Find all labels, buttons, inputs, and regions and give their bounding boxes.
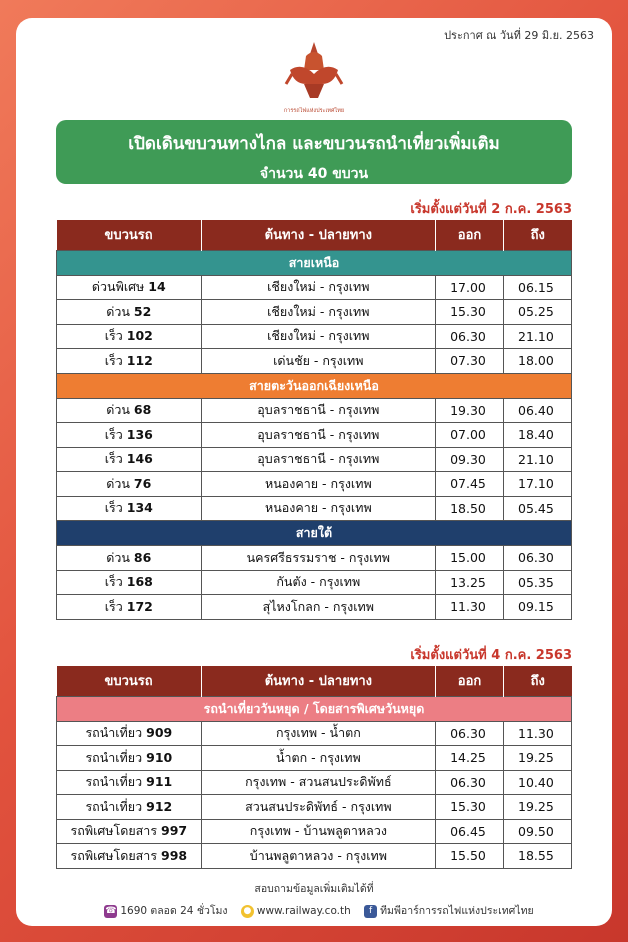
arrive-time: 18.00 (504, 349, 572, 374)
train-cell (57, 844, 202, 869)
table-header-row (57, 666, 572, 696)
footer-phone: 1690 ตลอด 24 ชั่วโมง (120, 905, 228, 917)
section-row (57, 250, 572, 275)
col-header-depart: ออก (436, 666, 504, 696)
depart-time: 07.30 (436, 349, 504, 374)
timetable-holiday (56, 666, 572, 869)
section-title: รถนำเที่ยววันหยุด / โดยสารพิเศษวันหยุด (57, 696, 572, 721)
table-row (57, 349, 572, 374)
route-cell: บ้านพลูตาหลวง - กรุงเทพ (201, 844, 435, 869)
table-row (57, 546, 572, 571)
route-cell: หนองคาย - กรุงเทพ (201, 496, 435, 521)
train-type: รถพิเศษโดยสาร (70, 847, 158, 863)
footer-facebook[interactable]: ทีมพีอาร์การรถไฟแห่งประเทศไทย (380, 905, 534, 917)
train-number: 68 (133, 402, 152, 418)
train-number: 909 (146, 725, 173, 741)
train-number: 912 (146, 798, 173, 814)
route-cell: อุบลราชธานี - กรุงเทพ (201, 447, 435, 472)
train-type: ด่วนพิเศษ (91, 279, 145, 295)
logo-caption: การรถไฟแห่งประเทศไทย (283, 108, 345, 114)
table-row (57, 819, 572, 844)
train-cell (57, 570, 202, 595)
footer-website[interactable]: www.railway.co.th (256, 905, 351, 917)
train-cell (57, 795, 202, 820)
route-cell: หนองคาย - กรุงเทพ (201, 472, 435, 497)
footer-contacts (16, 902, 612, 919)
title-banner (56, 120, 572, 184)
train-cell (57, 324, 202, 349)
footer-more-info: สอบถามข้อมูลเพิ่มเติมได้ที่ (254, 883, 374, 895)
train-cell (57, 595, 202, 620)
train-cell (57, 398, 202, 423)
depart-time: 06.30 (436, 721, 504, 746)
route-cell: เชียงใหม่ - กรุงเทพ (201, 324, 435, 349)
start-date-1: เริ่มตั้งแต่วันที่ 2 ก.ค. 2563 (410, 202, 572, 217)
train-type: เร็ว (104, 574, 123, 590)
phone-icon: ☎ (105, 905, 117, 916)
table-row (57, 496, 572, 521)
train-number: 102 (126, 328, 153, 344)
table-row (57, 721, 572, 746)
train-number: 997 (161, 823, 188, 839)
train-type: ด่วน (106, 303, 130, 319)
arrive-time: 19.25 (504, 746, 572, 771)
train-type: รถพิเศษโดยสาร (70, 823, 158, 839)
depart-time: 07.45 (436, 472, 504, 497)
train-cell (57, 546, 202, 571)
announcement-date: ประกาศ ณ วันที่ 29 มิ.ย. 2563 (444, 29, 594, 42)
route-cell: สวนสนประดิพัทธ์ - กรุงเทพ (201, 795, 435, 820)
section-title: สายตะวันออกเฉียงเหนือ (57, 373, 572, 398)
arrive-time: 18.55 (504, 844, 572, 869)
route-cell: สุไหงโกลก - กรุงเทพ (201, 595, 435, 620)
table-row (57, 324, 572, 349)
depart-time: 15.50 (436, 844, 504, 869)
table-row (57, 746, 572, 771)
route-cell: เชียงใหม่ - กรุงเทพ (201, 300, 435, 325)
train-number: 911 (146, 774, 173, 790)
start-date-2: เริ่มตั้งแต่วันที่ 4 ก.ค. 2563 (410, 648, 572, 663)
arrive-time: 18.40 (504, 423, 572, 448)
facebook-icon: f (364, 905, 377, 918)
table-row (57, 844, 572, 869)
depart-time: 19.30 (436, 398, 504, 423)
arrive-time: 06.40 (504, 398, 572, 423)
depart-time: 11.30 (436, 595, 504, 620)
col-header-train: ขบวนรถ (57, 220, 202, 250)
depart-time: 15.00 (436, 546, 504, 571)
train-number: 910 (146, 749, 173, 765)
route-cell: กันตัง - กรุงเทพ (201, 570, 435, 595)
train-number: 134 (126, 500, 153, 516)
route-cell: นครศรีธรรมราช - กรุงเทพ (201, 546, 435, 571)
train-type: รถนำเที่ยว (85, 774, 143, 790)
arrive-time: 09.50 (504, 819, 572, 844)
table-row (57, 398, 572, 423)
train-number: 168 (126, 574, 153, 590)
train-type: เร็ว (104, 500, 123, 516)
train-type: เร็ว (104, 598, 123, 614)
arrive-time: 19.25 (504, 795, 572, 820)
train-number: 14 (148, 279, 166, 295)
col-header-depart: ออก (436, 220, 504, 250)
col-header-route: ต้นทาง - ปลายทาง (201, 220, 435, 250)
depart-time: 13.25 (436, 570, 504, 595)
route-cell: อุบลราชธานี - กรุงเทพ (201, 423, 435, 448)
train-number: 136 (126, 426, 153, 442)
table-header-row (57, 220, 572, 250)
train-number: 52 (133, 303, 152, 319)
train-number: 76 (133, 475, 152, 491)
train-cell (57, 770, 202, 795)
arrive-time: 05.25 (504, 300, 572, 325)
arrive-time: 21.10 (504, 447, 572, 472)
depart-time: 15.30 (436, 300, 504, 325)
table-row (57, 447, 572, 472)
table-row (57, 595, 572, 620)
table-row (57, 795, 572, 820)
arrive-time: 21.10 (504, 324, 572, 349)
section-row (57, 696, 572, 721)
col-header-route: ต้นทาง - ปลายทาง (201, 666, 435, 696)
train-number: 998 (161, 847, 188, 863)
depart-time: 15.30 (436, 795, 504, 820)
arrive-time: 05.35 (504, 570, 572, 595)
train-type: รถนำเที่ยว (85, 749, 143, 765)
table-row (57, 570, 572, 595)
train-type: เร็ว (104, 426, 123, 442)
route-cell: กรุงเทพ - บ้านพลูตาหลวง (201, 819, 435, 844)
route-cell: กรุงเทพ - สวนสนประดิพัทธ์ (201, 770, 435, 795)
srt-emblem-logo (282, 40, 346, 116)
route-cell: กรุงเทพ - น้ำตก (201, 721, 435, 746)
col-header-arrive: ถึง (504, 666, 572, 696)
train-type: ด่วน (106, 402, 130, 418)
arrive-time: 11.30 (504, 721, 572, 746)
banner-subtitle: จำนวน 40 ขบวน (259, 166, 369, 182)
arrive-time: 05.45 (504, 496, 572, 521)
arrive-time: 17.10 (504, 472, 572, 497)
train-cell (57, 746, 202, 771)
arrive-time: 10.40 (504, 770, 572, 795)
depart-time: 09.30 (436, 447, 504, 472)
table-row (57, 472, 572, 497)
depart-time: 06.30 (436, 324, 504, 349)
train-cell (57, 819, 202, 844)
section-row (57, 521, 572, 546)
table-row (57, 300, 572, 325)
table-row (57, 275, 572, 300)
train-type: เร็ว (104, 352, 123, 368)
train-number: 146 (126, 451, 153, 467)
depart-time: 18.50 (436, 496, 504, 521)
train-cell (57, 275, 202, 300)
depart-time: 17.00 (436, 275, 504, 300)
table-row (57, 770, 572, 795)
poster-card (16, 18, 612, 926)
train-number: 86 (133, 549, 152, 565)
route-cell: เชียงใหม่ - กรุงเทพ (201, 275, 435, 300)
arrive-time: 06.15 (504, 275, 572, 300)
train-cell (57, 300, 202, 325)
train-cell (57, 423, 202, 448)
arrive-time: 06.30 (504, 546, 572, 571)
train-type: รถนำเที่ยว (85, 725, 143, 741)
arrive-time: 09.15 (504, 595, 572, 620)
train-cell (57, 721, 202, 746)
route-cell: น้ำตก - กรุงเทพ (201, 746, 435, 771)
table-row (57, 423, 572, 448)
col-header-arrive: ถึง (504, 220, 572, 250)
col-header-train: ขบวนรถ (57, 666, 202, 696)
route-cell: เด่นชัย - กรุงเทพ (201, 349, 435, 374)
web-icon: ● (241, 905, 254, 918)
train-type: รถนำเที่ยว (85, 798, 143, 814)
train-type: ด่วน (106, 475, 130, 491)
train-cell (57, 496, 202, 521)
section-title: สายใต้ (57, 521, 572, 546)
timetable-long-distance (56, 220, 572, 620)
train-type: เร็ว (104, 328, 123, 344)
train-cell (57, 447, 202, 472)
train-type: เร็ว (104, 451, 123, 467)
depart-time: 06.30 (436, 770, 504, 795)
section-row (57, 373, 572, 398)
train-cell (57, 349, 202, 374)
depart-time: 07.00 (436, 423, 504, 448)
section-title: สายเหนือ (57, 250, 572, 275)
depart-time: 06.45 (436, 819, 504, 844)
route-cell: อุบลราชธานี - กรุงเทพ (201, 398, 435, 423)
train-type: ด่วน (106, 549, 130, 565)
train-number: 172 (126, 598, 153, 614)
depart-time: 14.25 (436, 746, 504, 771)
train-number: 112 (126, 352, 153, 368)
banner-title: เปิดเดินขบวนทางไกล และขบวนรถนำเที่ยวเพิ่มเติม (128, 134, 500, 154)
train-cell (57, 472, 202, 497)
